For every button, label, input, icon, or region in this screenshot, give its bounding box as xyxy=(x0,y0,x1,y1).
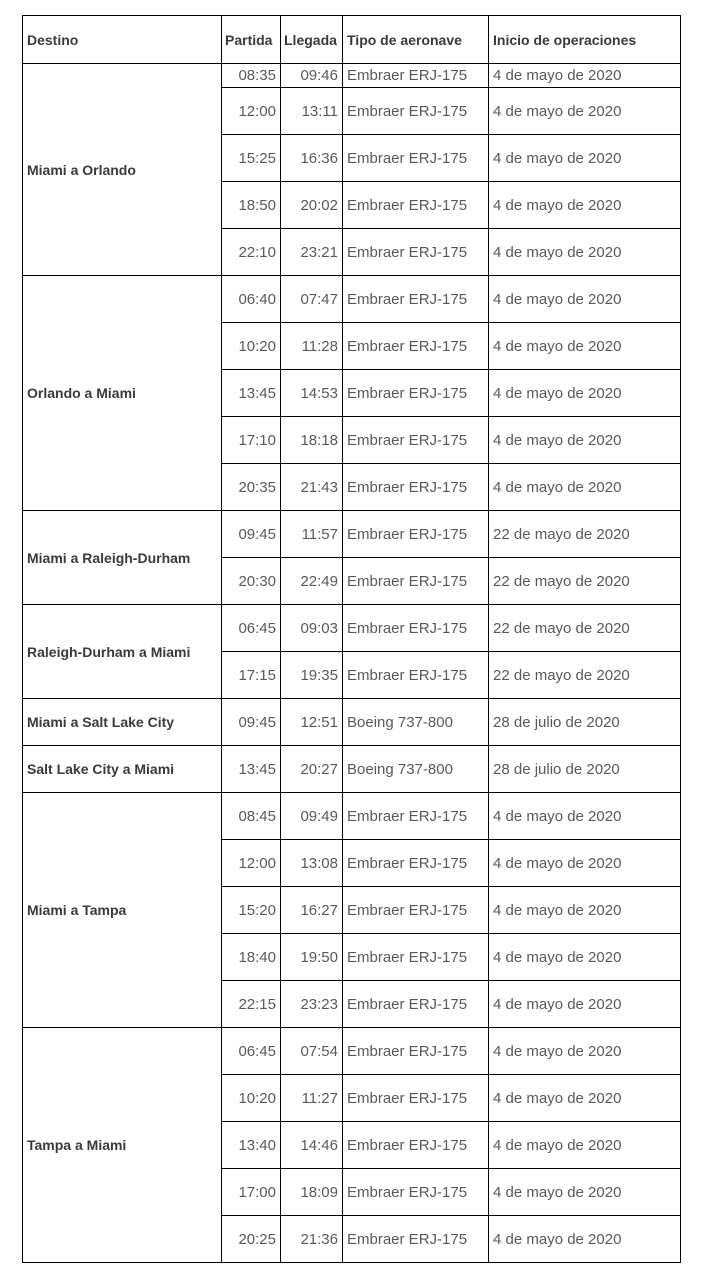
header-destination: Destino xyxy=(23,16,222,64)
arrival-time-cell: 23:21 xyxy=(281,229,343,276)
aircraft-type-cell: Embraer ERJ-175 xyxy=(343,88,489,135)
flight-schedule-table xyxy=(22,15,681,1263)
aircraft-type-cell: Embraer ERJ-175 xyxy=(343,229,489,276)
arrival-time-cell: 13:08 xyxy=(281,840,343,887)
arrival-time-cell: 09:46 xyxy=(281,64,343,88)
arrival-time-cell: 09:03 xyxy=(281,605,343,652)
arrival-time-cell: 21:36 xyxy=(281,1216,343,1263)
start-date-cell: 4 de mayo de 2020 xyxy=(489,934,681,981)
arrival-time-cell: 07:47 xyxy=(281,276,343,323)
start-date-cell: 4 de mayo de 2020 xyxy=(489,182,681,229)
arrival-time-cell: 13:11 xyxy=(281,88,343,135)
aircraft-type-cell: Embraer ERJ-175 xyxy=(343,464,489,511)
departure-time-cell: 15:25 xyxy=(222,135,281,182)
start-date-cell: 4 de mayo de 2020 xyxy=(489,88,681,135)
header-start: Inicio de operaciones xyxy=(489,16,681,64)
aircraft-type-cell: Embraer ERJ-175 xyxy=(343,840,489,887)
start-date-cell: 4 de mayo de 2020 xyxy=(489,417,681,464)
departure-time-cell: 17:10 xyxy=(222,417,281,464)
arrival-time-cell: 16:36 xyxy=(281,135,343,182)
aircraft-type-cell: Embraer ERJ-175 xyxy=(343,558,489,605)
arrival-time-cell: 11:57 xyxy=(281,511,343,558)
departure-time-cell: 13:45 xyxy=(222,370,281,417)
aircraft-type-cell: Embraer ERJ-175 xyxy=(343,370,489,417)
aircraft-type-cell: Embraer ERJ-175 xyxy=(343,135,489,182)
arrival-time-cell: 20:27 xyxy=(281,746,343,793)
start-date-cell: 4 de mayo de 2020 xyxy=(489,64,681,88)
arrival-time-cell: 18:09 xyxy=(281,1169,343,1216)
arrival-time-cell: 16:27 xyxy=(281,887,343,934)
departure-time-cell: 06:45 xyxy=(222,1028,281,1075)
departure-time-cell: 17:00 xyxy=(222,1169,281,1216)
aircraft-type-cell: Embraer ERJ-175 xyxy=(343,1169,489,1216)
destination-cell: Tampa a Miami xyxy=(23,1028,222,1263)
table-row xyxy=(23,699,681,746)
start-date-cell: 28 de julio de 2020 xyxy=(489,699,681,746)
destination-cell: Miami a Salt Lake City xyxy=(23,699,222,746)
departure-time-cell: 13:45 xyxy=(222,746,281,793)
departure-time-cell: 15:20 xyxy=(222,887,281,934)
start-date-cell: 4 de mayo de 2020 xyxy=(489,1216,681,1263)
departure-time-cell: 08:35 xyxy=(222,64,281,88)
aircraft-type-cell: Embraer ERJ-175 xyxy=(343,605,489,652)
departure-time-cell: 09:45 xyxy=(222,699,281,746)
table-row xyxy=(23,746,681,793)
arrival-time-cell: 21:43 xyxy=(281,464,343,511)
aircraft-type-cell: Embraer ERJ-175 xyxy=(343,793,489,840)
departure-time-cell: 20:30 xyxy=(222,558,281,605)
arrival-time-cell: 14:53 xyxy=(281,370,343,417)
start-date-cell: 22 de mayo de 2020 xyxy=(489,558,681,605)
destination-cell: Miami a Orlando xyxy=(23,64,222,276)
start-date-cell: 4 de mayo de 2020 xyxy=(489,887,681,934)
start-date-cell: 22 de mayo de 2020 xyxy=(489,511,681,558)
destination-cell: Miami a Tampa xyxy=(23,793,222,1028)
departure-time-cell: 13:40 xyxy=(222,1122,281,1169)
schedule-body xyxy=(23,64,681,1263)
arrival-time-cell: 19:50 xyxy=(281,934,343,981)
destination-cell: Salt Lake City a Miami xyxy=(23,746,222,793)
departure-time-cell: 12:00 xyxy=(222,840,281,887)
departure-time-cell: 17:15 xyxy=(222,652,281,699)
arrival-time-cell: 23:23 xyxy=(281,981,343,1028)
start-date-cell: 22 de mayo de 2020 xyxy=(489,652,681,699)
aircraft-type-cell: Embraer ERJ-175 xyxy=(343,1028,489,1075)
departure-time-cell: 08:45 xyxy=(222,793,281,840)
departure-time-cell: 09:45 xyxy=(222,511,281,558)
departure-time-cell: 10:20 xyxy=(222,323,281,370)
start-date-cell: 4 de mayo de 2020 xyxy=(489,1122,681,1169)
aircraft-type-cell: Embraer ERJ-175 xyxy=(343,887,489,934)
start-date-cell: 4 de mayo de 2020 xyxy=(489,464,681,511)
aircraft-type-cell: Embraer ERJ-175 xyxy=(343,64,489,88)
arrival-time-cell: 11:27 xyxy=(281,1075,343,1122)
departure-time-cell: 18:50 xyxy=(222,182,281,229)
start-date-cell: 28 de julio de 2020 xyxy=(489,746,681,793)
destination-cell: Miami a Raleigh-Durham xyxy=(23,511,222,605)
table-row xyxy=(23,276,681,323)
aircraft-type-cell: Embraer ERJ-175 xyxy=(343,1122,489,1169)
arrival-time-cell: 14:46 xyxy=(281,1122,343,1169)
departure-time-cell: 06:40 xyxy=(222,276,281,323)
aircraft-type-cell: Embraer ERJ-175 xyxy=(343,1216,489,1263)
start-date-cell: 4 de mayo de 2020 xyxy=(489,793,681,840)
start-date-cell: 4 de mayo de 2020 xyxy=(489,840,681,887)
departure-time-cell: 18:40 xyxy=(222,934,281,981)
start-date-cell: 4 de mayo de 2020 xyxy=(489,1028,681,1075)
table-row xyxy=(23,1028,681,1075)
destination-cell: Orlando a Miami xyxy=(23,276,222,511)
aircraft-type-cell: Embraer ERJ-175 xyxy=(343,934,489,981)
start-date-cell: 4 de mayo de 2020 xyxy=(489,1169,681,1216)
start-date-cell: 4 de mayo de 2020 xyxy=(489,370,681,417)
aircraft-type-cell: Embraer ERJ-175 xyxy=(343,981,489,1028)
aircraft-type-cell: Embraer ERJ-175 xyxy=(343,652,489,699)
start-date-cell: 4 de mayo de 2020 xyxy=(489,323,681,370)
aircraft-type-cell: Boeing 737-800 xyxy=(343,746,489,793)
start-date-cell: 4 de mayo de 2020 xyxy=(489,276,681,323)
header-departure: Partida xyxy=(222,16,281,64)
arrival-time-cell: 09:49 xyxy=(281,793,343,840)
departure-time-cell: 06:45 xyxy=(222,605,281,652)
table-row xyxy=(23,605,681,652)
start-date-cell: 4 de mayo de 2020 xyxy=(489,981,681,1028)
start-date-cell: 22 de mayo de 2020 xyxy=(489,605,681,652)
aircraft-type-cell: Embraer ERJ-175 xyxy=(343,323,489,370)
arrival-time-cell: 07:54 xyxy=(281,1028,343,1075)
table-row xyxy=(23,511,681,558)
start-date-cell: 4 de mayo de 2020 xyxy=(489,1075,681,1122)
arrival-time-cell: 18:18 xyxy=(281,417,343,464)
header-aircraft: Tipo de aeronave xyxy=(343,16,489,64)
departure-time-cell: 20:25 xyxy=(222,1216,281,1263)
aircraft-type-cell: Embraer ERJ-175 xyxy=(343,511,489,558)
arrival-time-cell: 20:02 xyxy=(281,182,343,229)
header-row xyxy=(23,16,681,64)
aircraft-type-cell: Embraer ERJ-175 xyxy=(343,276,489,323)
arrival-time-cell: 12:51 xyxy=(281,699,343,746)
header-arrival: Llegada xyxy=(281,16,343,64)
destination-cell: Raleigh-Durham a Miami xyxy=(23,605,222,699)
departure-time-cell: 12:00 xyxy=(222,88,281,135)
aircraft-type-cell: Embraer ERJ-175 xyxy=(343,1075,489,1122)
aircraft-type-cell: Embraer ERJ-175 xyxy=(343,182,489,229)
start-date-cell: 4 de mayo de 2020 xyxy=(489,135,681,182)
arrival-time-cell: 11:28 xyxy=(281,323,343,370)
arrival-time-cell: 22:49 xyxy=(281,558,343,605)
aircraft-type-cell: Boeing 737-800 xyxy=(343,699,489,746)
departure-time-cell: 20:35 xyxy=(222,464,281,511)
departure-time-cell: 22:10 xyxy=(222,229,281,276)
departure-time-cell: 22:15 xyxy=(222,981,281,1028)
table-row xyxy=(23,793,681,840)
departure-time-cell: 10:20 xyxy=(222,1075,281,1122)
start-date-cell: 4 de mayo de 2020 xyxy=(489,229,681,276)
table-row xyxy=(23,64,681,88)
arrival-time-cell: 19:35 xyxy=(281,652,343,699)
aircraft-type-cell: Embraer ERJ-175 xyxy=(343,417,489,464)
